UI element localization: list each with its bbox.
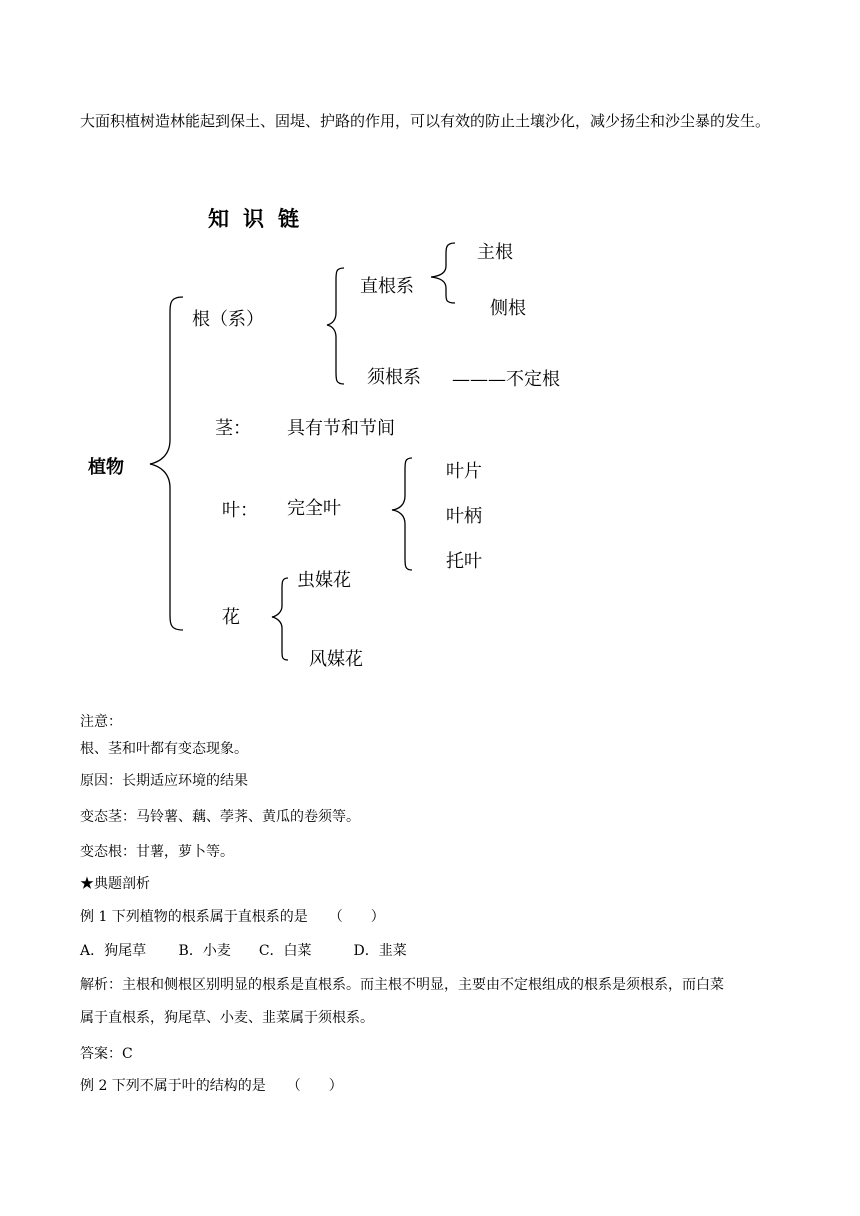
section-heading: ★典题剖析 [80, 876, 150, 892]
node-root: 根（系） [192, 309, 264, 330]
node-stem: 茎： [215, 418, 251, 439]
node-main-root: 主根 [477, 242, 513, 263]
node-flower: 花 [222, 607, 240, 628]
node-fibrous-root-system: 须根系 [367, 367, 421, 388]
diagram-title: 知识链 [208, 207, 313, 231]
node-wind-pollinated: 风媒花 [309, 649, 363, 670]
brace-complete-leaf [392, 458, 412, 570]
node-complete-leaf: 完全叶 [287, 498, 341, 519]
node-taproot-system: 直根系 [360, 276, 414, 297]
node-leaf-blade: 叶片 [446, 461, 482, 482]
brace-root [327, 268, 344, 384]
note-line: 根、茎和叶都有变态现象。 [80, 741, 248, 757]
node-insect-pollinated: 虫媒花 [297, 570, 351, 591]
node-plant: 植物 [88, 457, 124, 478]
brace-taproot [431, 243, 455, 303]
brace-flower [272, 578, 288, 660]
answer-line: 答案：C [80, 1046, 133, 1062]
brace-plant [150, 297, 183, 630]
question-1-options: A．狗尾草 B．小麦 C．白菜 D．韭菜 [80, 943, 407, 959]
question-1: 例 1 下列植物的根系属于直根系的是 （ ） [80, 909, 385, 925]
note-heading: 注意： [80, 714, 122, 730]
question-2: 例 2 下列不属于叶的结构的是 （ ） [80, 1078, 343, 1094]
node-adventitious-root: ———不定根 [452, 369, 560, 390]
node-stem-desc: 具有节和节间 [287, 418, 395, 439]
note-line: 原因：长期适应环境的结果 [80, 773, 248, 789]
intro-paragraph: 大面积植树造林能起到保土、固堤、护路的作用，可以有效的防止土壤沙化，减少扬尘和沙尘暴的发生。 [80, 112, 771, 130]
node-stipule: 托叶 [446, 551, 482, 572]
node-petiole: 叶柄 [446, 506, 482, 527]
analysis-line: 解析：主根和侧根区别明显的根系是直根系。而主根不明显，主要由不定根组成的根系是须根系，而白菜 [80, 977, 724, 993]
note-line: 变态根：甘薯，萝卜等。 [80, 844, 234, 860]
node-lateral-root: 侧根 [490, 298, 526, 319]
analysis-line: 属于直根系，狗尾草、小麦、韭菜属于须根系。 [80, 1010, 374, 1026]
note-line: 变态茎：马铃薯、藕、荸荠、黄瓜的卷须等。 [80, 809, 360, 825]
node-leaf: 叶： [222, 500, 258, 521]
